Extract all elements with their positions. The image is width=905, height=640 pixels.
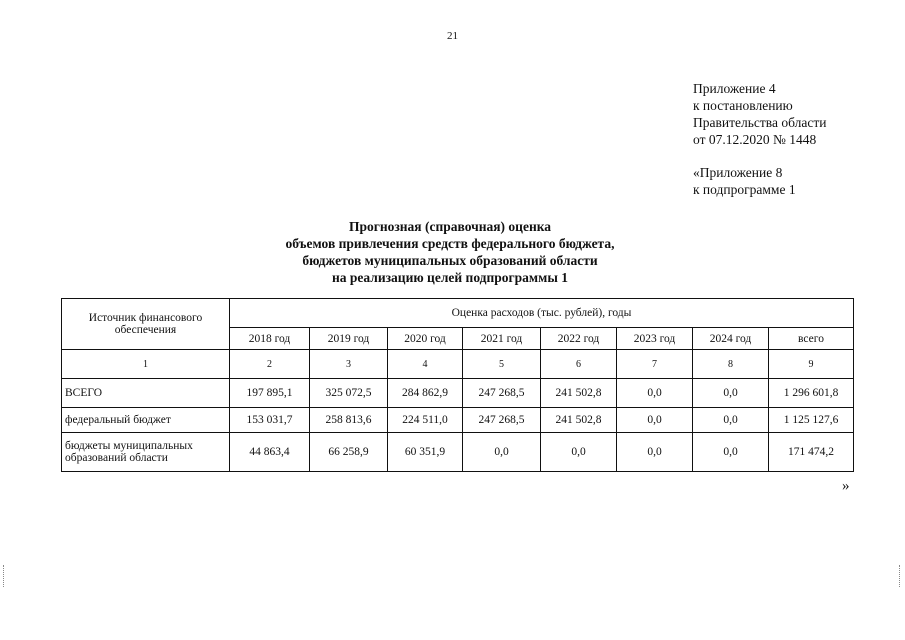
scan-edge-mark [899,565,902,587]
table-cell: 1 125 127,6 [769,408,854,433]
financing-table [61,298,854,472]
column-number: 5 [463,350,541,379]
table-cell: 0,0 [693,379,769,408]
table-row [62,408,854,433]
scan-edge-mark [3,565,6,587]
spacer [693,148,826,164]
total-header: всего [769,328,854,350]
table-cell: 258 813,6 [310,408,388,433]
table-cell: 241 502,8 [541,408,617,433]
title-line: Прогнозная (справочная) оценка [348,219,552,234]
appendix-line: к постановлению [693,98,793,113]
table-cell: 325 072,5 [310,379,388,408]
row-source: бюджеты муниципальных образований области [62,433,230,472]
year-header: 2019 год [310,328,388,350]
column-number: 9 [769,350,854,379]
table-cell: 0,0 [693,433,769,472]
table-cell: 171 474,2 [769,433,854,472]
table-cell: 241 502,8 [541,379,617,408]
table-cell: 197 895,1 [230,379,310,408]
table-cell: 0,0 [617,433,693,472]
document-title [150,218,750,286]
column-numbering-row [62,350,854,379]
page-number: 21 [447,30,458,42]
appendix-quote-line: к подпрограмме 1 [693,182,796,197]
title-line: бюджетов муниципальных образований области [302,253,598,268]
column-number: 3 [310,350,388,379]
appendix-block [693,80,826,198]
appendix-quote-line: «Приложение 8 [693,165,783,180]
column-number: 7 [617,350,693,379]
year-header: 2021 год [463,328,541,350]
table-row [62,379,854,408]
title-line: на реализацию целей подпрограммы 1 [332,270,568,285]
table-cell: 247 268,5 [463,379,541,408]
appendix-line: от 07.12.2020 № 1448 [693,132,817,147]
appendix-line: Приложение 4 [693,81,776,96]
year-header: 2023 год [617,328,693,350]
row-source: федеральный бюджет [62,408,230,433]
table-header-row [62,299,854,328]
group-header: Оценка расходов (тыс. рублей), годы [230,299,854,328]
column-number: 6 [541,350,617,379]
table-cell: 44 863,4 [230,433,310,472]
table-cell: 0,0 [463,433,541,472]
closing-quote: » [842,478,850,494]
year-header: 2020 год [388,328,463,350]
table-cell: 0,0 [617,379,693,408]
table-cell: 0,0 [693,408,769,433]
table-row [62,433,854,472]
row-source: ВСЕГО [62,379,230,408]
title-line: объемов привлечения средств федерального бюджета, [285,236,615,251]
table-cell: 66 258,9 [310,433,388,472]
column-number: 8 [693,350,769,379]
table-cell: 60 351,9 [388,433,463,472]
table-cell: 0,0 [541,433,617,472]
column-number: 1 [62,350,230,379]
column-number: 2 [230,350,310,379]
column-number: 4 [388,350,463,379]
year-header: 2024 год [693,328,769,350]
table-cell: 1 296 601,8 [769,379,854,408]
source-header: Источник финансового обеспечения [62,299,230,350]
table-cell: 284 862,9 [388,379,463,408]
table-cell: 0,0 [617,408,693,433]
table-cell: 224 511,0 [388,408,463,433]
appendix-line: Правительства области [693,115,827,130]
table-cell: 153 031,7 [230,408,310,433]
year-header: 2022 год [541,328,617,350]
year-header: 2018 год [230,328,310,350]
table-cell: 247 268,5 [463,408,541,433]
